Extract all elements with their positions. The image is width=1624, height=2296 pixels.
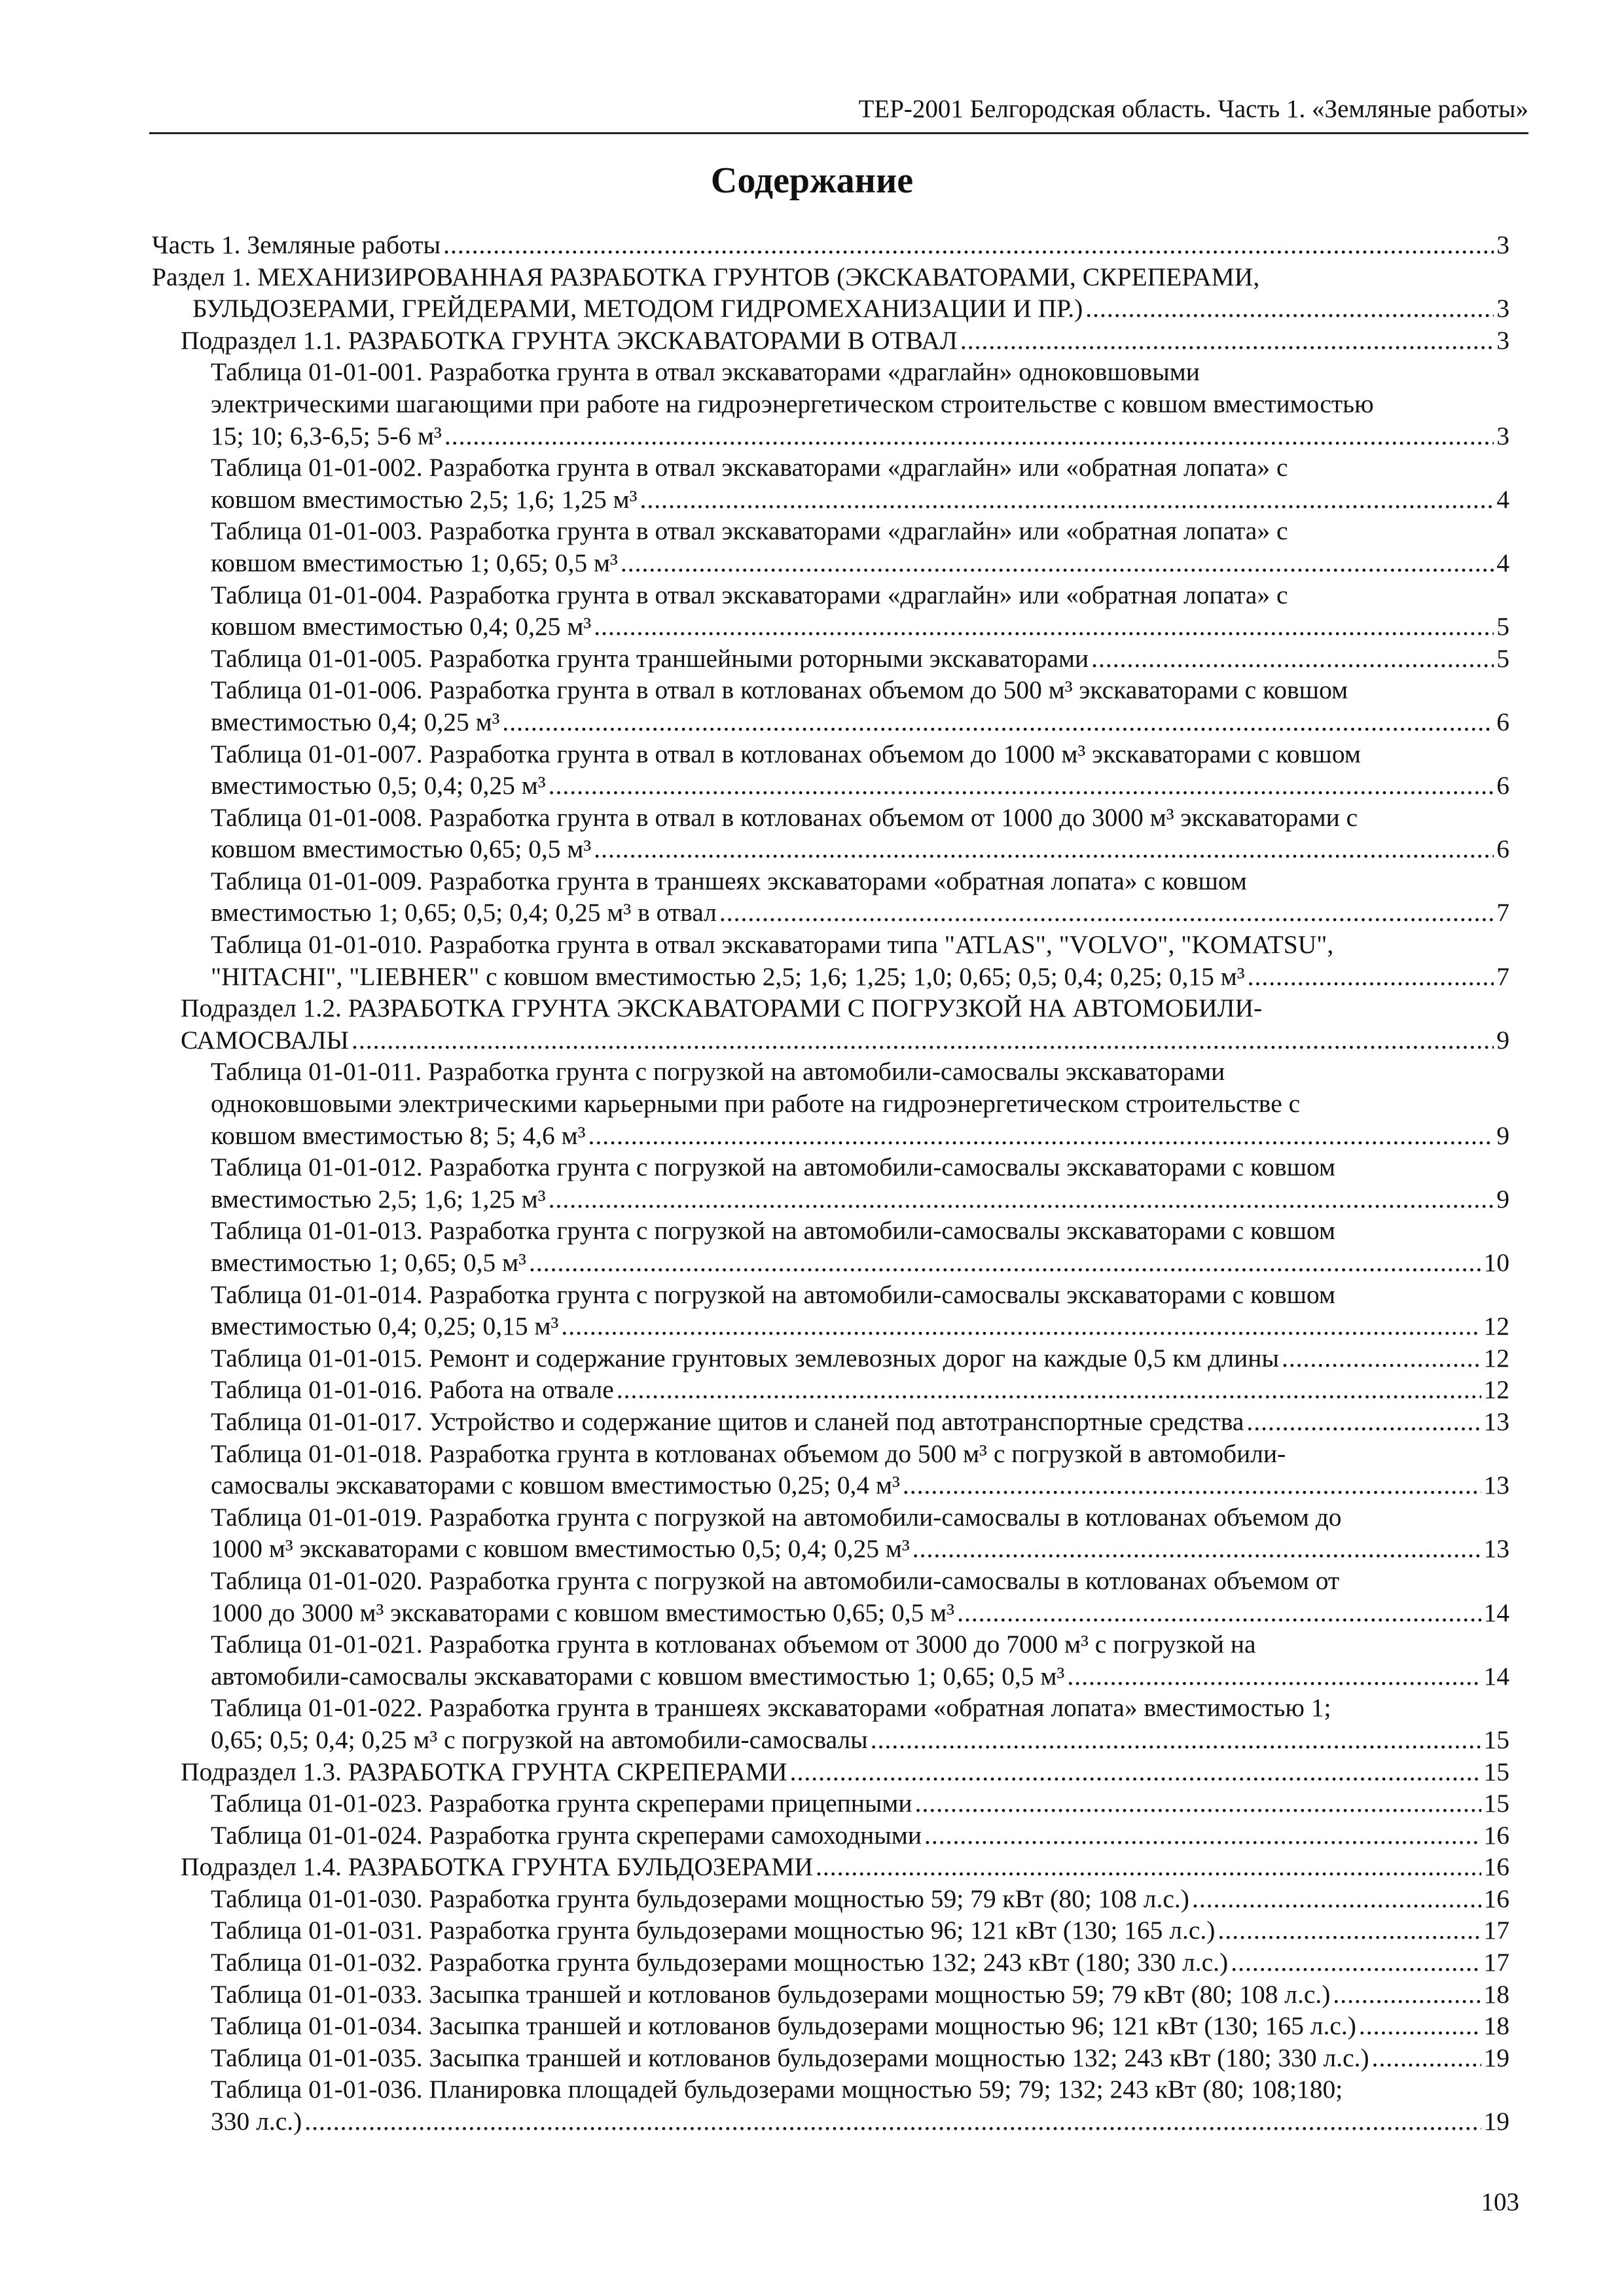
toc-entry-text: Таблица 01-01-012. Разработка грунта с погрузкой на автомобили-самосвалы экскаваторами с ковшом [211,1153,1336,1182]
dot-leader [960,325,1494,357]
toc-entry-text: электрическими шагающими при работе на гидроэнергетическом строительстве с ковшом вместимостью [211,389,1374,418]
toc-entry-text: Таблица 01-01-008. Разработка грунта в отвал в котлованах объемом от 1000 до 3000 м³ экскаваторами с [211,802,1358,832]
toc-entry-last-line [211,1820,1509,1852]
toc-entry-text: вместимостью 1; 0,65; 0,5; 0,4; 0,25 м³ в отвал [211,898,717,927]
toc-entry-page: 18 [1483,2011,1509,2041]
toc-entry-text: 1000 м³ экскаваторами с ковшом вместимостью 0,5; 0,4; 0,25 м³ [211,1534,910,1564]
toc-entry-last-line [211,1883,1509,1915]
toc-entry-page: 19 [1483,2107,1509,2136]
toc-entry-page: 3 [1496,325,1509,355]
table-of-contents [152,229,1509,2138]
dot-leader [594,611,1494,643]
dot-leader [640,484,1494,516]
toc-entry[interactable] [152,1501,1509,1565]
page-number: 103 [1481,2188,1519,2216]
toc-entry-page: 3 [1496,421,1509,450]
toc-entry-last-line [211,961,1509,993]
dot-leader [903,1469,1481,1501]
toc-entry-page: 12 [1483,1343,1509,1372]
toc-entry-text: Подраздел 1.4. РАЗРАБОТКА ГРУНТА БУЛЬДОЗЕРАМИ [181,1852,813,1882]
toc-entry-text: Таблица 01-01-013. Разработка грунта с погрузкой на автомобили-самосвалы экскаваторами с ковшом [211,1216,1336,1246]
toc-entry[interactable] [152,1692,1509,1755]
toc-entry-page: 5 [1496,643,1509,673]
dot-leader [1085,293,1494,325]
toc-entry-text: Подраздел 1.3. РАЗРАБОТКА ГРУНТА СКРЕПЕРАМИ [181,1757,787,1786]
toc-entry-text: Таблица 01-01-011. Разработка грунта с погрузкой на автомобили-самосвалы экскаваторами [211,1057,1225,1086]
toc-entry[interactable] [152,1215,1509,1278]
toc-entry-last-line [152,293,1509,325]
dot-leader [502,706,1494,738]
toc-entry-last-line [211,1914,1509,1946]
toc-entry-text: Таблица 01-01-021. Разработка грунта в котлованах объемом от 3000 до 7000 м³ с погрузкой на [211,1630,1256,1659]
toc-entry-last-line [181,325,1509,357]
toc-entry[interactable] [152,1914,1509,1946]
toc-entry-page: 17 [1483,1916,1509,1945]
toc-entry-text: САМОСВАЛЫ [181,1025,350,1054]
toc-entry-last-line [211,1787,1509,1820]
toc-entry[interactable] [152,1438,1509,1501]
toc-entry-text: ковшом вместимостью 0,4; 0,25 м³ [211,612,592,641]
toc-entry-text: Таблица 01-01-036. Планировка площадей бульдозерами мощностью 59; 79; 132; 243 кВт (80; 108;180; [211,2075,1343,2104]
dot-leader [912,1533,1481,1565]
running-header: ТЕР-2001 Белгородская область. Часть 1. «Земляные работы» [149,92,1528,134]
toc-entry-text: Таблица 01-01-024. Разработка грунта скреперами самоходными [211,1820,922,1850]
toc-entry-page: 9 [1496,1121,1509,1150]
toc-entry-text: Таблица 01-01-035. Засыпка траншей и котлованов бульдозерами мощностью 132; 243 кВт (180; 330 л.с.) [211,2043,1369,2072]
toc-entry-text: Таблица 01-01-001. Разработка грунта в отвал экскаваторами «драглайн» одноковшовыми [211,357,1200,387]
toc-entry-last-line [211,1946,1509,1979]
toc-entry[interactable] [152,992,1509,1056]
toc-entry[interactable] [152,515,1509,579]
toc-entry[interactable] [152,579,1509,643]
toc-entry-page: 12 [1483,1375,1509,1405]
toc-entry-last-line [211,643,1509,675]
toc-entry-last-line [211,1979,1509,2011]
toc-entry-text: Таблица 01-01-016. Работа на отвале [211,1375,614,1405]
toc-entry[interactable] [152,802,1509,865]
toc-entry-last-line [211,833,1509,865]
toc-entry-last-line [181,1024,1509,1056]
toc-entry-page: 13 [1483,1534,1509,1564]
toc-entry-page: 13 [1483,1407,1509,1436]
toc-entry-text: Таблица 01-01-019. Разработка грунта с погрузкой на автомобили-самосвалы в котлованах объемом до [211,1502,1342,1532]
toc-entry-text: ковшом вместимостью 1; 0,65; 0,5 м³ [211,548,618,577]
toc-entry-last-line [211,1310,1509,1342]
toc-entry-text: вместимостью 2,5; 1,6; 1,25 м³ [211,1184,546,1213]
toc-entry[interactable] [152,1565,1509,1628]
toc-entry-page: 16 [1483,1820,1509,1850]
toc-entry-text: Часть 1. Земляные работы [152,230,441,259]
toc-entry-last-line [181,1756,1509,1788]
toc-entry-text: Таблица 01-01-022. Разработка грунта в траншеях экскаваторами «обратная лопата» вместимостью 1; [211,1693,1331,1723]
toc-entry-last-line [211,1406,1509,1438]
toc-entry-text: Таблица 01-01-015. Ремонт и содержание грунтовых землевозных дорог на каждые 0,5 км длины [211,1343,1279,1372]
toc-entry-last-line [211,1183,1509,1215]
toc-entry-page: 5 [1496,612,1509,641]
toc-entry[interactable] [152,452,1509,515]
toc-entry-text: Таблица 01-01-010. Разработка грунта в отвал экскаваторами типа "ATLAS", "VOLVO", "KOMATSU", [211,930,1334,960]
toc-entry[interactable] [152,1979,1509,2011]
toc-entry-text: Таблица 01-01-007. Разработка грунта в отвал в котлованах объемом до 1000 м³ экскаваторами с ковшом [211,739,1361,768]
toc-entry-page: 6 [1496,707,1509,736]
toc-entry-last-line [211,1660,1509,1693]
toc-entry-text: Таблица 01-01-032. Разработка грунта бульдозерами мощностью 132; 243 кВт (180; 330 л.с.) [211,1948,1229,1977]
toc-entry-text: Таблица 01-01-006. Разработка грунта в отвал в котлованах объемом до 500 м³ экскаваторами с ковшом [211,675,1348,705]
toc-entry-page: 19 [1483,2043,1509,2072]
dot-leader [549,770,1494,802]
toc-entry-page: 10 [1483,1248,1509,1277]
toc-entry-last-line [211,484,1509,516]
toc-entry-text: 1000 до 3000 м³ экскаваторами с ковшом вместимостью 0,65; 0,5 м³ [211,1598,955,1627]
toc-entry-text: вместимостью 0,4; 0,25 м³ [211,707,500,736]
toc-entry[interactable] [152,229,1509,261]
toc-entry-last-line [211,1247,1509,1279]
toc-entry-page: 15 [1483,1725,1509,1754]
toc-entry-last-line [181,1851,1509,1883]
toc-entry-last-line [152,229,1509,261]
toc-entry-text: автомобили-самосвалы экскаваторами с ковшом вместимостью 1; 0,65; 0,5 м³ [211,1661,1065,1691]
toc-entry-text: Раздел 1. МЕХАНИЗИРОВАННАЯ РАЗРАБОТКА ГРУНТОВ (ЭКСКАВАТОРАМИ, СКРЕПЕРАМИ, [152,262,1260,291]
toc-entry[interactable] [152,1787,1509,1820]
toc-entry[interactable] [152,643,1509,675]
dot-leader [561,1310,1481,1342]
dot-leader [924,1820,1481,1852]
toc-entry-text: 330 л.с.) [211,2107,302,2136]
toc-entry-last-line [211,706,1509,738]
toc-entry-last-line [211,1120,1509,1152]
toc-entry-last-line [211,770,1509,802]
page-title: Содержание [710,160,914,201]
toc-entry-text: одноковшовыми электрическими карьерными при работе на гидроэнергетическом строительстве с [211,1089,1301,1119]
dot-leader [1091,643,1494,675]
dot-leader [816,1851,1481,1883]
toc-entry-page: 16 [1483,1884,1509,1913]
dot-leader [1359,2010,1481,2042]
toc-entry-page: 17 [1483,1948,1509,1977]
toc-entry-page: 12 [1483,1312,1509,1341]
toc-entry-text: Таблица 01-01-033. Засыпка траншей и котлованов бульдозерами мощностью 59; 79 кВт (80; 108 л.с.) [211,1979,1331,2009]
toc-entry[interactable] [152,261,1509,325]
toc-entry-last-line [211,897,1509,929]
toc-entry-page: 15 [1483,1757,1509,1786]
toc-entry-text: Таблица 01-01-030. Разработка грунта бульдозерами мощностью 59; 79 кВт (80; 108 л.с.) [211,1884,1189,1913]
toc-entry[interactable] [152,929,1509,992]
toc-entry-text: вместимостью 0,4; 0,25; 0,15 м³ [211,1312,559,1341]
toc-entry-page: 3 [1496,294,1509,323]
toc-entry[interactable] [152,865,1509,929]
toc-entry-text: самосвалы экскаваторами с ковшом вместимостью 0,25; 0,4 м³ [211,1471,900,1500]
toc-entry[interactable] [152,1279,1509,1342]
toc-entry[interactable] [152,356,1509,452]
toc-entry-text: Таблица 01-01-002. Разработка грунта в отвал экскаваторами «драглайн» или «обратная лопата» с [211,453,1288,482]
dot-leader [1246,1406,1481,1438]
dot-leader [594,833,1494,865]
toc-entry-page: 4 [1496,548,1509,577]
dot-leader [352,1024,1494,1056]
toc-entry-text: Таблица 01-01-018. Разработка грунта в котлованах объемом до 500 м³ с погрузкой в автомобили- [211,1439,1286,1468]
dot-leader [549,1183,1494,1215]
toc-entry-page: 13 [1483,1471,1509,1500]
dot-leader [444,420,1494,452]
toc-entry-text: Таблица 01-01-023. Разработка грунта скреперами прицепными [211,1789,912,1818]
dot-leader [871,1724,1481,1756]
toc-entry-page: 3 [1496,230,1509,259]
dot-leader [529,1247,1481,1279]
toc-entry-text: вместимостью 1; 0,65; 0,5 м³ [211,1248,527,1277]
toc-entry[interactable] [152,1946,1509,1979]
toc-entry-page: 4 [1496,484,1509,514]
toc-entry-last-line [211,1724,1509,1756]
toc-entry-page: 14 [1483,1598,1509,1627]
toc-entry-last-line [211,1469,1509,1501]
dot-leader [617,1374,1481,1406]
toc-entry-text: Подраздел 1.1. РАЗРАБОТКА ГРУНТА ЭКСКАВАТОРАМИ В ОТВАЛ [181,325,958,355]
toc-entry-last-line [211,1533,1509,1565]
toc-entry[interactable] [152,674,1509,738]
toc-entry-page: 6 [1496,834,1509,864]
toc-entry-last-line [211,2010,1509,2042]
toc-entry-text: Подраздел 1.2. РАЗРАБОТКА ГРУНТА ЭКСКАВАТОРАМИ С ПОГРУЗКОЙ НА АВТОМОБИЛИ- [181,994,1263,1023]
dot-leader [957,1597,1481,1629]
toc-entry[interactable] [152,1342,1509,1374]
dot-leader [304,2106,1481,2138]
toc-entry-page: 9 [1496,1025,1509,1054]
dot-leader [1372,2042,1481,2074]
toc-entry-text: Таблица 01-01-009. Разработка грунта в траншеях экскаваторами «обратная лопата» с ковшом [211,866,1247,895]
toc-entry-text: вместимостью 0,5; 0,4; 0,25 м³ [211,771,546,800]
toc-entry-text: БУЛЬДОЗЕРАМИ, ГРЕЙДЕРАМИ, МЕТОДОМ ГИДРОМЕХАНИЗАЦИИ И ПР.) [192,294,1083,323]
toc-entry-text: ковшом вместимостью 2,5; 1,6; 1,25 м³ [211,484,638,514]
toc-entry[interactable] [152,1406,1509,1438]
toc-entry-text: ковшом вместимостью 8; 5; 4,6 м³ [211,1121,586,1150]
dot-leader [719,897,1494,929]
toc-entry[interactable] [152,1756,1509,1788]
toc-entry-page: 9 [1496,1184,1509,1213]
toc-entry[interactable] [152,325,1509,357]
toc-entry-last-line [211,1597,1509,1629]
dot-leader [1282,1342,1481,1374]
toc-entry-text: Таблица 01-01-034. Засыпка траншей и котлованов бульдозерами мощностью 96; 121 кВт (130; 165 л.с.) [211,2011,1356,2041]
toc-entry[interactable] [152,738,1509,802]
dot-leader [621,547,1494,579]
dot-leader [1231,1946,1481,1979]
toc-entry-page: 14 [1483,1661,1509,1691]
toc-entry-text: "HITACHI", "LIEBHER" с ковшом вместимостью 2,5; 1,6; 1,25; 1,0; 0,65; 0,5; 0,4; 0,25; 0,15 м³ [211,961,1245,991]
toc-entry[interactable] [152,1883,1509,1915]
toc-entry-last-line [211,547,1509,579]
dot-leader [1218,1914,1481,1946]
toc-entry-page: 16 [1483,1852,1509,1882]
toc-entry-text: Таблица 01-01-017. Устройство и содержание щитов и сланей под автотранспортные средства [211,1407,1244,1436]
toc-entry-page: 6 [1496,771,1509,800]
toc-entry[interactable] [152,2042,1509,2074]
dot-leader [1192,1883,1481,1915]
dot-leader [1333,1979,1481,2011]
toc-entry[interactable] [152,2073,1509,2137]
toc-entry[interactable] [152,2010,1509,2042]
toc-entry-page: 15 [1483,1789,1509,1818]
dot-leader [1248,961,1494,993]
toc-entry-last-line [211,420,1509,452]
dot-leader [1067,1660,1481,1693]
toc-entry[interactable] [152,1056,1509,1151]
toc-entry-last-line [211,1374,1509,1406]
toc-entry-text: Таблица 01-01-005. Разработка грунта траншейными роторными экскаваторами [211,643,1089,673]
toc-entry-last-line [211,2106,1509,2138]
toc-entry[interactable] [152,1151,1509,1215]
toc-entry-page: 18 [1483,1979,1509,2009]
toc-entry-text: Таблица 01-01-020. Разработка грунта с погрузкой на автомобили-самосвалы в котлованах объемом от [211,1566,1340,1595]
toc-entry-page: 7 [1496,898,1509,927]
toc-entry-last-line [211,1342,1509,1374]
toc-entry-text: 0,65; 0,5; 0,4; 0,25 м³ с погрузкой на автомобили-самосвалы [211,1725,868,1754]
toc-entry-text: Таблица 01-01-031. Разработка грунта бульдозерами мощностью 96; 121 кВт (130; 165 л.с.) [211,1916,1216,1945]
toc-entry-text: Таблица 01-01-004. Разработка грунта в отвал экскаваторами «драглайн» или «обратная лопата» с [211,580,1288,609]
toc-entry-last-line [211,611,1509,643]
toc-entry-last-line [211,2042,1509,2074]
toc-entry-page: 7 [1496,961,1509,991]
toc-entry-text: 15; 10; 6,3-6,5; 5-6 м³ [211,421,442,450]
dot-leader [443,229,1494,261]
toc-entry[interactable] [152,1851,1509,1883]
toc-entry[interactable] [152,1374,1509,1406]
dot-leader [915,1787,1481,1820]
toc-entry-text: ковшом вместимостью 0,65; 0,5 м³ [211,834,592,864]
toc-entry[interactable] [152,1628,1509,1692]
dot-leader [790,1756,1481,1788]
toc-entry[interactable] [152,1820,1509,1852]
toc-entry-text: Таблица 01-01-003. Разработка грунта в отвал экскаваторами «драглайн» или «обратная лопата» с [211,516,1288,546]
dot-leader [588,1120,1494,1152]
toc-entry-text: Таблица 01-01-014. Разработка грунта с погрузкой на автомобили-самосвалы экскаваторами с ковшом [211,1280,1336,1309]
